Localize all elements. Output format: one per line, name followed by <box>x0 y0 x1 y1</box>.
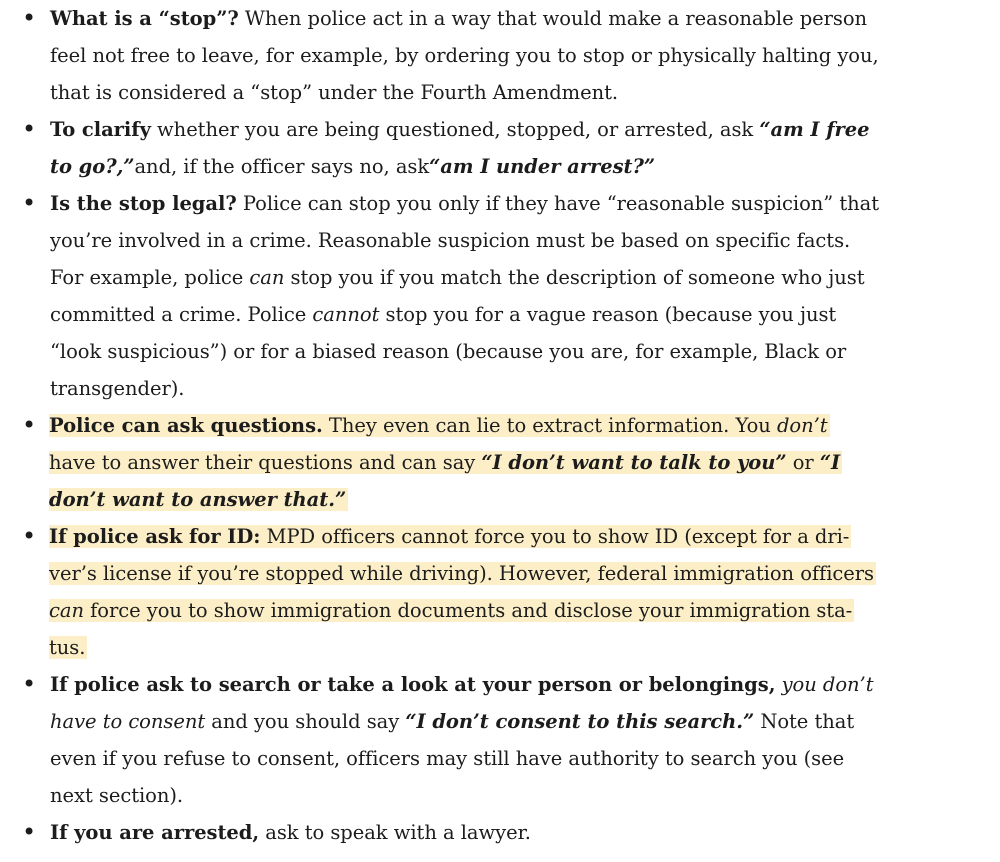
item-heading: To clarify <box>50 118 151 141</box>
text-line: transgender). <box>50 377 185 400</box>
text-line: To clarify whether you are being questioned, stopped, or arrested, ask “am I free <box>50 118 870 141</box>
item-heading: Police can ask questions. <box>49 414 323 437</box>
bullet-marker: • <box>22 411 37 439</box>
text-line: next section). <box>50 784 184 807</box>
text-line <box>50 592 854 629</box>
highlighted-text: have to answer their questions and can say “I don’t want to talk to you” or “I <box>49 451 841 474</box>
quoted-phrase: “am I under arrest?” <box>429 155 655 178</box>
item-heading: What is a “stop”? <box>50 7 239 30</box>
text-line: committed a crime. Police cannot stop you for a vague reason (because you just <box>50 303 837 326</box>
bullet-marker: • <box>22 522 37 550</box>
text-line <box>50 407 830 444</box>
quoted-phrase: “am I free <box>759 118 870 141</box>
item-heading: If police ask to search or take a look at your person or belongings, <box>50 673 776 696</box>
text-line <box>50 629 87 666</box>
quoted-phrase: “I don’t consent to this search.” <box>405 710 755 733</box>
bullet-marker: • <box>22 115 37 143</box>
quoted-phrase: “I <box>819 451 841 474</box>
text-line: to go?,”and, if the officer says no, ask“am I under arrest?” <box>50 155 655 178</box>
item-heading: If police ask for ID: <box>49 525 261 548</box>
highlighted-text: ver’s license if you’re stopped while driving). However, federal immigration officers <box>49 562 874 585</box>
text-line: For example, police can stop you if you match the description of someone who just <box>50 266 865 289</box>
text-line: have to consent and you should say “I don’t consent to this search.” Note that <box>50 710 855 733</box>
emphasis-text: can <box>249 266 285 289</box>
bullet-marker: • <box>22 4 37 32</box>
emphasis-text: don’t <box>776 414 828 437</box>
emphasis-text: have to consent <box>50 710 206 733</box>
text-line: that is considered a “stop” under the Fourth Amendment. <box>50 81 619 104</box>
text-line: If you are arrested, ask to speak with a lawyer. <box>50 821 531 844</box>
highlighted-text: can force you to show immigration documents and disclose your immigration sta- <box>49 599 853 622</box>
bullet-marker: • <box>22 189 37 217</box>
text-line <box>50 481 348 518</box>
highlighted-text: If police ask for ID: MPD officers cannot force you to show ID (except for a dri- <box>49 525 850 548</box>
text-line: you’re involved in a crime. Reasonable suspicion must be based on specific facts. <box>50 229 851 252</box>
text-line: feel not free to leave, for example, by ordering you to stop or physically halting you, <box>50 44 879 67</box>
highlighted-text: Police can ask questions. They even can lie to extract information. You don’t <box>49 414 828 437</box>
text-line <box>50 444 842 481</box>
emphasis-text: you don’t <box>781 673 874 696</box>
quoted-phrase: “I don’t want to talk to you” <box>481 451 787 474</box>
quoted-phrase: to go?,” <box>50 155 135 178</box>
text-line <box>50 518 851 555</box>
bullet-marker: • <box>22 818 37 846</box>
emphasis-text: cannot <box>312 303 380 326</box>
item-heading: Is the stop legal? <box>50 192 237 215</box>
highlighted-text: tus. <box>49 636 86 659</box>
emphasis-text: can <box>49 599 84 622</box>
highlighted-text <box>49 488 348 511</box>
text-line: Is the stop legal? Police can stop you only if they have “reasonable suspicion” that <box>50 192 879 215</box>
item-heading: If you are arrested, <box>50 821 260 844</box>
quoted-phrase: don’t want to answer that.” <box>49 488 347 511</box>
text-line: “look suspicious”) or for a biased reason (because you are, for example, Black or <box>50 340 847 363</box>
text-line: What is a “stop”? When police act in a way that would make a reasonable person <box>50 7 868 30</box>
text-line <box>50 666 873 703</box>
bullet-marker: • <box>22 670 37 698</box>
text-line: even if you refuse to consent, officers may still have authority to search you (see <box>50 747 845 770</box>
text-line <box>50 555 876 592</box>
